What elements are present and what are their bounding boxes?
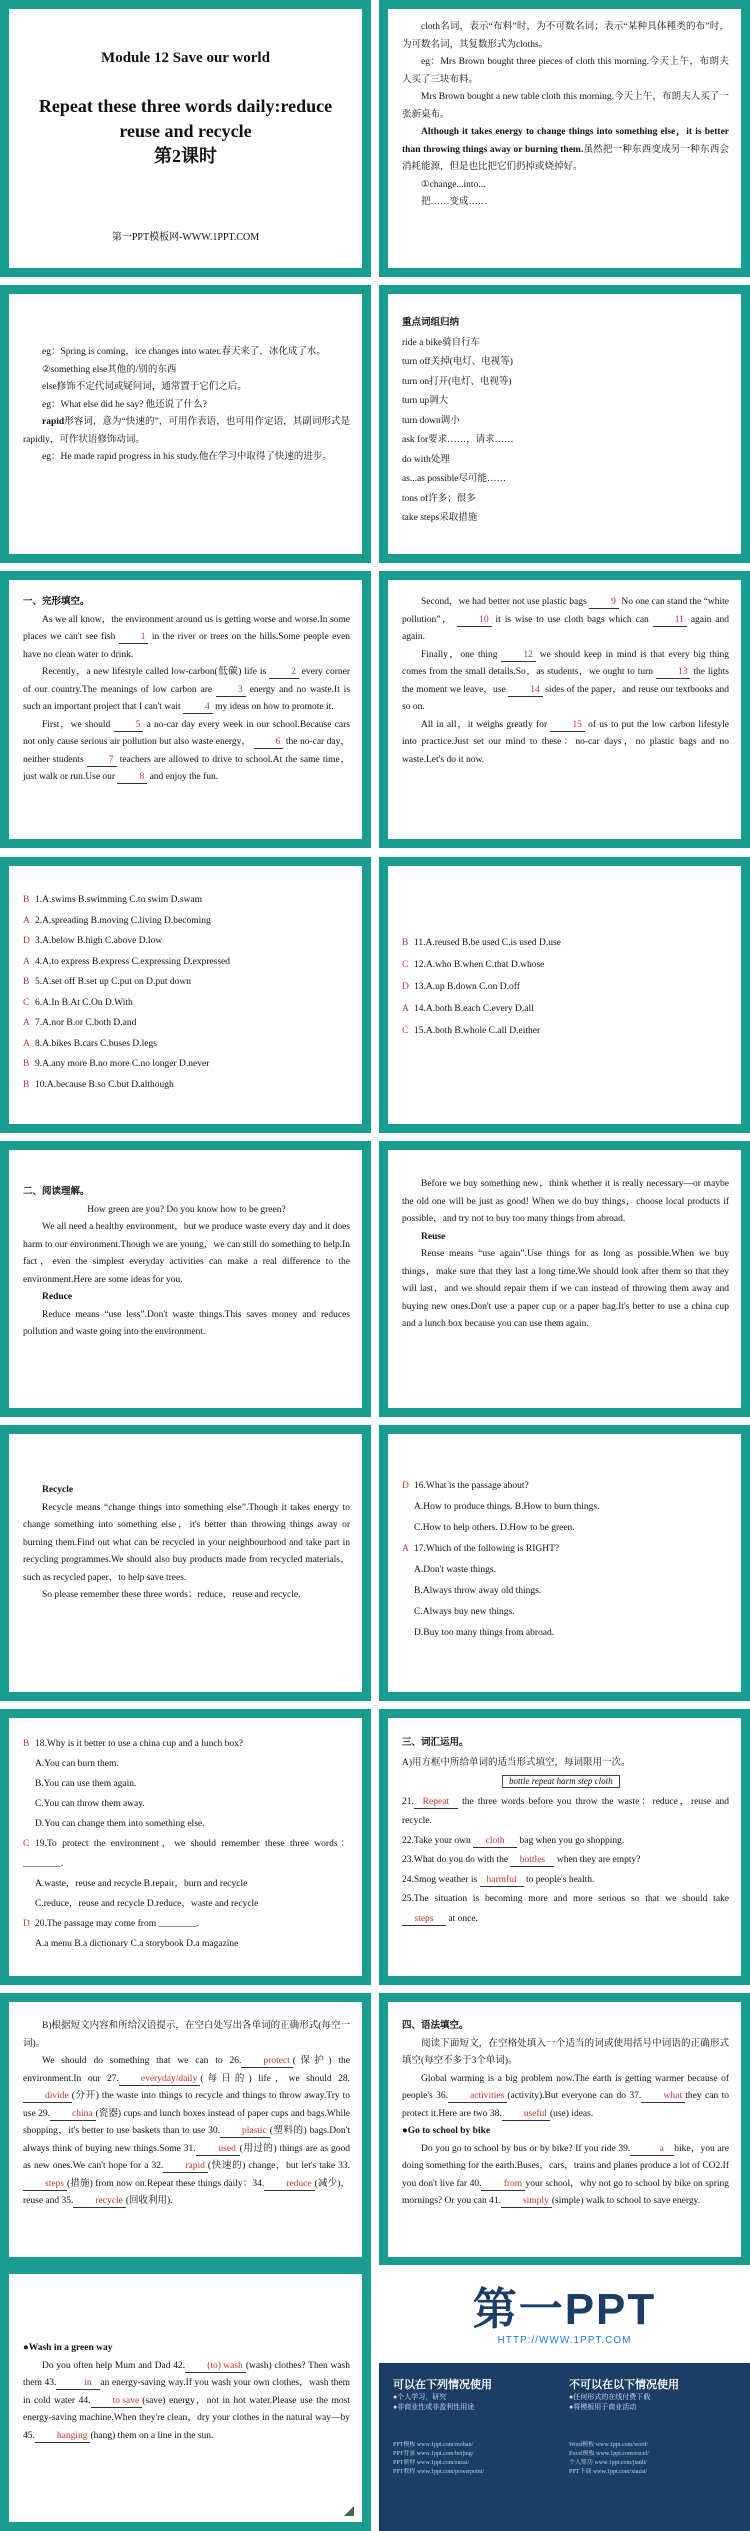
blank-8: 8 [117, 771, 147, 784]
reading-text: 二、阅读理解。 How green are you? Do you know how to be green? We all need a healthy environment，but we produce waste every day and it does harm to our environment.Though we are young，we can still do something to help.In fact，even the simplest everyday activities can make a real difference to the environment.Here are some ideas for you. Reduce Reduce means “use less”.Don't waste things.This saves money and reduces pollution and waste going into the environment. [23, 1187, 350, 1337]
link-item[interactable]: PPT模板 www.1ppt.com/moban/ [393, 2442, 474, 2448]
answer-23: bottles [510, 1854, 554, 1867]
list-item: B.Always throw away old things. [414, 1586, 542, 1596]
list-item: D.You can change them into something else. [35, 1819, 205, 1829]
notes: cloth名词，表示“布料”时，为不可数名词；表示“某种具体種类的布”时，为可数名词，其复数形式为cloths。 eg：Mrs Brown bought three pieces of cloth this morning.今天上午，布朗夫人买了三块布料。 Mrs Brown bought a new table cloth this morning.今天上午，布朗夫人买了一张新桌布。 Although it takes energy to change things into something else，it is better than throwing things away or burning them.虽然把一种东西变成另一种东西会消耗能源，但是也比把它们扔掉或烧掉好。 ①change...into... 把……变成…… [402, 22, 729, 207]
list-item: A 7.A.nor B.or C.both D.and [23, 1018, 137, 1028]
answer-40: from [481, 2178, 525, 2191]
blank-1: 1 [119, 631, 149, 644]
slide-options-1-10 [0, 857, 371, 1133]
list-item: turn off关掉(电灯、电视等) [402, 357, 513, 367]
answer-25: steps [402, 1913, 446, 1926]
link-item[interactable]: Excel模板 www.1ppt.com/excel/ [569, 2451, 649, 2457]
list-item: B.You can use them again. [35, 1779, 137, 1789]
slide-vocab-a [379, 1709, 750, 1985]
blank-13: 13 [656, 666, 691, 679]
list-item: A 4.A.to express B.express C.expressing D.expressed [23, 956, 230, 967]
grammar-exercise: 四、语法填空。 阅读下面短文，在空格处填入一个适当的词或使用括号中词语的正确形式填空(每空不多于3个单词)。 Global warming is a big problem now.The earth is getting warmer because of people's 36. activities (activity).But everyone can do 37. what they can to protect it.Here are two 38. useful (use) ideas. ●Go to school by bike Do you go to school by bus or by bike? If you ride 39. a bike，you are doing something for the earth.Buses，cars，trains and planes produce a lot of CO2.If you don't live far 40. from your school，why not go to school by bike on spring mornings? Or you can 41. simply (simple) walk to school to save energy. [402, 2021, 730, 2206]
link-list-right [569, 2441, 729, 2477]
phrase-list: 重点词组归纳 ride a bike骑自行车 turn off关掉(电灯、电视等) turn on打开(电灯、电视等) turn up调大 turn down调小 ask for要求……，请求…… do with处理 as...as possible尽可能…… tons of许多；很多 take steps采取措施 [402, 314, 729, 529]
list-item: ask for要求……，请求…… [402, 435, 514, 445]
blank-11: 11 [653, 614, 687, 627]
blank-14: 14 [508, 684, 543, 697]
answer-29: china [50, 2108, 96, 2121]
blank-4: 4 [183, 701, 213, 714]
list-item: C 12.A.who B.when C.that D.whose [402, 960, 545, 970]
list-item: A 2.A.spreading B.moving C.living D.becoming [23, 915, 211, 926]
list-item: as...as possible尽可能…… [402, 474, 506, 484]
list-item: ride a bike骑自行车 [402, 337, 481, 348]
module-title: Module 12 Save our world [101, 50, 270, 66]
blank-7: 7 [87, 754, 117, 767]
slide-vocab-b [0, 1993, 371, 2266]
slide-grammar-fill [379, 1993, 750, 2266]
option-list [23, 890, 350, 1095]
answer-37: what [641, 2090, 685, 2103]
allowed-usage: 可以在下列情况使用 ●个人学习，研究 ●非商业性或非盈利性用途 [393, 2379, 492, 2411]
answer-30: plastic [220, 2125, 270, 2138]
list-item: D 20.The passage may come from ________. [23, 1919, 199, 1929]
link-item[interactable]: PPT素材 www.1ppt.com/sucai/ [393, 2460, 470, 2466]
answer-22: cloth [473, 1835, 517, 1848]
slide-cloth-notes [379, 0, 750, 277]
question-list [23, 1734, 350, 1954]
answer-28: divide [23, 2090, 72, 2103]
list-item: C.How to help others. D.How to be green. [414, 1523, 575, 1533]
link-item[interactable]: Word模板 www.1ppt.com/word/ [569, 2442, 648, 2448]
list-item: A.You can burn them. [35, 1759, 119, 1769]
answer-33: steps [23, 2178, 67, 2191]
answer-24: harmful [480, 1874, 524, 1887]
blank-9: 9 [589, 596, 619, 609]
word-box: bottle repeat harm step cloth [502, 1775, 620, 1788]
answer-44: to save [91, 2395, 143, 2408]
slide-reading-1 [0, 1141, 371, 1417]
link-item[interactable]: PPT下载 www.1ppt.com/xiazai/ [569, 2469, 648, 2475]
answer-34: reduce [264, 2178, 314, 2191]
slide-brand [379, 2265, 750, 2531]
slide-questions-18-20 [0, 1709, 371, 1985]
list-item: turn up调大 [402, 396, 449, 406]
link-item[interactable]: 个人简历 www.1ppt.com/jianli/ [569, 2460, 647, 2466]
list-item: A.waste，reuse and recycle B.repair，burn and recycle [35, 1879, 248, 1889]
site-footer: 第一PPT模板网-WWW.1PPT.COM [111, 232, 260, 243]
list-item: C.You can throw them away. [35, 1799, 145, 1809]
slide-cloze-2 [379, 571, 750, 848]
list-item: turn down调小 [402, 415, 460, 426]
list-item: D 3.A.below B.high C.above D.low [23, 936, 163, 946]
slide-questions-16-17 [379, 1425, 750, 1701]
slide-options-11-15 [379, 857, 750, 1133]
link-list-left [393, 2441, 553, 2477]
list-item: D 16.What is the passage about? [402, 1481, 529, 1491]
list-item: tons of许多；很多 [402, 493, 476, 504]
list-item: A.a menu B.a dictionary C.a storybook D.a magazine [35, 1939, 239, 1949]
list-item: A.Don't waste things. [414, 1565, 496, 1575]
blank-6: 6 [254, 736, 284, 749]
link-item[interactable]: PPT背景 www.1ppt.com/beijing/ [393, 2451, 474, 2457]
list-item: B 5.A.set off B.set up C.put on D.put down [23, 977, 192, 987]
answer-39: a [630, 2143, 674, 2156]
answer-43: in [56, 2377, 100, 2390]
answer-42: (to) wash [185, 2360, 246, 2373]
list-item: D 13.A.up B.down C.on D.off [402, 982, 520, 992]
lesson-title: Repeat these three words daily:reduce reuse and recycle 第2课时 [38, 96, 333, 166]
cloze-text: 一、完形填空。 As we all know，the environment around us is getting worse and worse.In some places we can't see fish 1 in the river or trees on the hills.Some people even have no clean water to drink. Recently，a new lifestyle called low-carbon(低碳) life is 2 every corner of our country.The meanings of low carbon are 3 energy and no waste.It is such an important project that I can't wait 4 my ideas on how to promote it. First，we should 5 a no-car day every week in our school.Because cars not only cause serious air pollution but also waste energy， 6 the no-car day，neither students 7 teachers are allowed to drive to school.At the same time，just walk or run.Use our 8 and enjoy the fun. [23, 597, 351, 782]
blank-15: 15 [550, 719, 585, 732]
answer-35: recycle [73, 2195, 125, 2208]
vocab-exercise: B)根据短文内容和所给汉语提示，在空白处写出各单词的正确形式(每空一词)。 We should do something that we can to 26. protect (保护) the environment.In our 27. everyday/daily (每日的) life，we should 28.divide (分开) the waste into things to recycle and things to throw away.Try to use 29. china (瓷器) cups and lunch boxes instead of paper cups and bags.While shopping，it's better to use baskets than to use 30. plastic (塑料的) bags.Don't always think of buying new things.Some 31. used (用过的) things are as good as new ones.We can't hope for a 32. rapid (快速的) change，but let's take 33.steps (措施) from now on.Repeat these things daily：34. reduce (减少)，reuse and 35. recycle (回收利用). [23, 2021, 351, 2206]
blank-12: 12 [501, 649, 536, 662]
list-item: C.reduce，reuse and recycle D.reduce，waste and recycle [35, 1899, 259, 1909]
grammar-exercise: ●Wash in a green way Do you often help Mum and Dad 42. (to) wash (wash) clothes? Then wash them 43. in an energy-saving way.If you wash your own clothes，wash them in cold water 44. to save (save) energy，not in hot water.Please use the most energy-saving machine.When they're clean，dry your clothes in the natural way—by 45. hanging (hang) them on a line in the sun. [23, 2343, 351, 2441]
forbidden-usage: 不可以在以下情况使用 ●任何形式的在线付费下载 ●将模板用于商业活动 [569, 2379, 679, 2411]
blank-10: 10 [457, 614, 492, 627]
blank-2: 2 [269, 666, 299, 679]
list-item: A 8.A.bikes B.cars C.buses D.legs [23, 1038, 157, 1049]
answer-32: rapid [163, 2160, 208, 2173]
list-item: B 10.A.because B.so C.but D.although [23, 1079, 174, 1090]
answer-21: Repeat [414, 1796, 458, 1809]
blank-3: 3 [216, 684, 246, 697]
notes: eg：Spring is coming，ice changes into water.春天来了，冰化成了水。 ②something else其他的/别的东西 else修饰不定代词或疑问词，通常置于它们之后。 eg：What else did he say? 他还说了什么? rapid形容词，意为“快速的”，可用作表语，也可用作定语，其副词形式是rapidly，可作状语修饰动词。 eg：He made rapid progress in his study.他在学习中取得了快速的进步。 [23, 347, 350, 462]
option-list [402, 932, 729, 1042]
answer-36: activities [448, 2090, 507, 2103]
brand-logo: 第一PPT [472, 2285, 657, 2334]
list-item: C 19.To protect the environment，we should remember these three words：________. [23, 1839, 350, 1869]
reading-text: Recycle Recycle means “change things into something else”.Though it takes energy to change something into something else，it's better than throwing things away or burning them.Find out what can be recycled in your neighbourhood and take part in recycling programmes.We should also buy products made from recycled materials，such as recycled paper，to help save trees. So please remember these three words：reduce，reuse and recycle. [23, 1485, 350, 1600]
list-item: C 15.A.both B.whole C.all D.either [402, 1026, 541, 1036]
answer-41: simply [501, 2195, 552, 2208]
list-item: B 1.A.swims B.swimming C.to swim D.swam [23, 895, 203, 905]
list-item: B 11.A.reused B.be used C.is used D.use [402, 938, 561, 948]
list-item: turn on打开(电灯、电视等) [402, 376, 512, 387]
answer-31: used [196, 2143, 240, 2156]
list-item: take steps采取措施 [402, 513, 478, 523]
slide-reading-3 [0, 1425, 371, 1701]
cloze-text: Second，we had better not use plastic bags 9 No one can stand the “white pollution”， 10 it is wise to use cloth bags which can 11 again and again. Finally，one thing 12 we should keep in mind is that every big thing comes from the small details.So，as students，we ought to turn 13 the lights the moment we leave，use 14 sides of the paper，and reuse our textbooks and so on. All in all，it weighs greatly for 15 of us to put the low carbon lifestyle into practice.Just set our mind to these：no-car days，no plastic bags and no waste.Let's do it now. [402, 597, 730, 765]
answer-45: hanging [35, 2430, 91, 2443]
list-item: A 17.Which of the following is RIGHT? [402, 1544, 560, 1554]
usage-panel [379, 2363, 750, 2531]
blank-5: 5 [114, 719, 144, 732]
slide-phrases [379, 285, 750, 563]
answer-27: everyday/daily [119, 2073, 200, 2086]
brand-url: HTTP://WWW.1PPT.COM [497, 2335, 632, 2346]
slide-cloze-1 [0, 571, 371, 848]
list-item: C.Always buy new things. [414, 1607, 515, 1617]
question-list [402, 1476, 729, 1644]
answer-38: useful [502, 2108, 550, 2121]
reading-text: Before we buy something new，think whether it is really necessary—or maybe the old one will be just as good! When we do buy things，choose local products if possible，and try not to buy too many things from abroad. Reuse Reuse means “use again”.Use things for as long as possible.When we buy things，make sure that they last a long time.We should look after them so that they will last，and we should repair them if we can instead of throwing them away and buying new ones.Don't use a paper cup or a paper bag.It's better to use a china cup and a lunch box because you can use them again. [402, 1179, 729, 1329]
list-item: A.How to produce things. B.How to burn things. [414, 1502, 600, 1512]
slide-title [0, 0, 371, 277]
link-item[interactable]: PPT教程 www.1ppt.com/powerpoint/ [393, 2469, 485, 2475]
vocab-exercise: 三、词汇运用。 A)用方框中所给单词的适当形式填空，每词限用一次。 bottle repeat harm step cloth 21. Repeat the three words before you throw the waste：reduce，reuse and recycle. 22.Take your own cloth bag when you go shopping. 23.What do you do with the bottles when they are empty? 24.Smog weather is harmful to people's health. 25.The situation is becoming more and more serious so that we should take steps at once. [402, 1738, 730, 1924]
corner-arrow-icon [344, 2506, 354, 2516]
list-item: do with处理 [402, 454, 450, 465]
list-item: D.Buy too many things from abroad. [414, 1628, 555, 1638]
list-item: B 18.Why is it better to use a china cup and a lunch box? [23, 1739, 244, 1749]
answer-26: protect [241, 2055, 292, 2068]
slide-reading-2 [379, 1141, 750, 1417]
list-item: A 14.A.both B.each C.every D.all [402, 1004, 534, 1014]
list-item: B 9.A.any more B.no more C.no longer D.never [23, 1059, 210, 1069]
slide-grammar-fill-2 [0, 2265, 371, 2531]
slide-else-rapid-notes [0, 285, 371, 563]
list-item: C 6.A.In B.At C.On D.With [23, 997, 133, 1008]
